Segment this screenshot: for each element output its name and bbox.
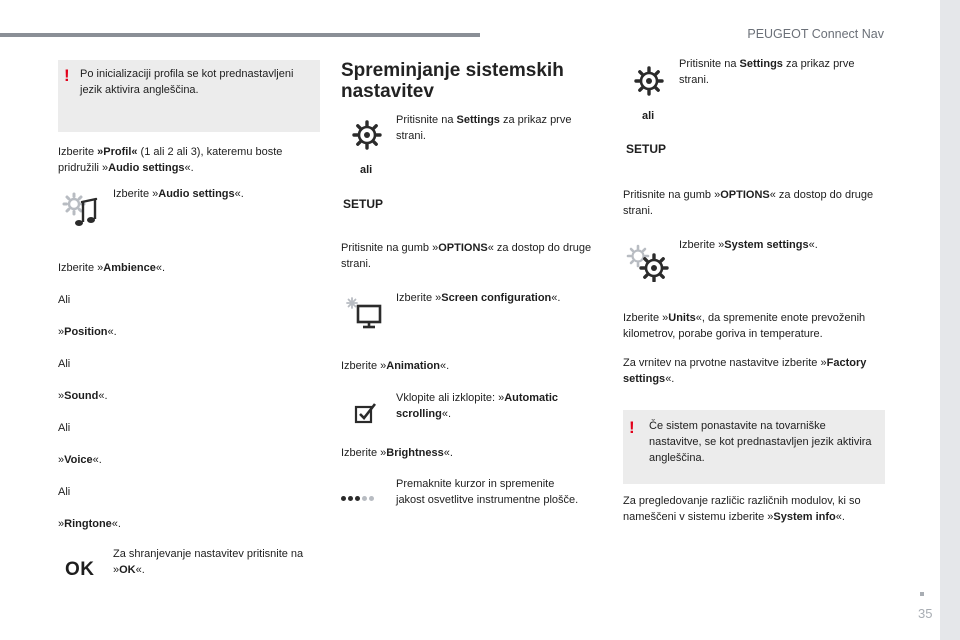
warning-text: Po inicializaciji profila se kot prednastavljeni jezik aktivira angleščina. xyxy=(80,68,294,96)
automatic-scrolling-text: Vklopite ali izklopite: »Automatic scrolling«. xyxy=(396,392,559,420)
brightness-text: Izberite »Brightness«. xyxy=(341,447,453,459)
section-title: Spreminjanje sistemskih nastavitev xyxy=(341,60,564,102)
ambience-text: Izberite »Ambience«. xyxy=(58,262,166,274)
warning-box xyxy=(623,410,885,484)
voice-text: »Voice«. xyxy=(58,454,102,466)
animation-text: Izberite »Animation«. xyxy=(341,360,450,372)
system-settings-icon xyxy=(626,244,672,282)
page-side-strip xyxy=(940,0,960,640)
ok-button-icon: OK xyxy=(65,559,95,580)
settings-gear-icon xyxy=(634,66,664,96)
screen-configuration-icon xyxy=(344,296,386,332)
checkbox-icon xyxy=(354,402,378,424)
warning-box xyxy=(58,60,320,132)
page-number: 35 xyxy=(918,606,933,621)
setup-button-label: SETUP xyxy=(343,197,384,211)
setup-button-label: SETUP xyxy=(626,142,667,156)
system-info-text: Za pregledovanje različic različnih modulov, ki so nameščeni v sistemu izberite »System info«. xyxy=(623,495,861,523)
brightness-dots-icon xyxy=(341,496,374,501)
ok-instruction: Za shranjevanje nastavitev pritisnite na »OK«. xyxy=(113,548,304,576)
or-label: ali xyxy=(360,164,373,176)
or-text: Ali xyxy=(58,358,71,370)
units-text: Izberite »Units«, da spremenite enote prevoženih kilometrov, porabe goriva in temperature. xyxy=(623,312,866,340)
warning-text: Če sistem ponastavite na tovarniške nastavitve, se kot prednastavljen jezik aktivira angleščina. xyxy=(649,420,872,464)
options-instruction: Pritisnite na gumb »OPTIONS« za dostop do druge strani. xyxy=(341,242,592,270)
screen-configuration-text: Izberite »Screen configuration«. xyxy=(396,292,561,304)
page-marker xyxy=(920,592,924,596)
position-text: »Position«. xyxy=(58,326,117,338)
options-instruction: Pritisnite na gumb »OPTIONS« za dostop do druge strani. xyxy=(623,189,874,217)
audio-settings-icon xyxy=(62,192,102,228)
settings-instruction: Pritisnite na Settings za prikaz prve strani. xyxy=(396,114,572,142)
warning-icon: ! xyxy=(629,418,635,437)
system-settings-text: Izberite »System settings«. xyxy=(679,239,818,251)
settings-instruction: Pritisnite na Settings za prikaz prve strani. xyxy=(679,58,855,86)
or-text: Ali xyxy=(58,294,71,306)
or-text: Ali xyxy=(58,486,71,498)
page-header-title: PEUGEOT Connect Nav xyxy=(747,27,884,41)
or-text: Ali xyxy=(58,422,71,434)
profile-instruction: Izberite »Profil« (1 ali 2 ali 3), kateremu boste pridružili »Audio settings«. xyxy=(58,146,283,174)
or-label: ali xyxy=(642,110,655,122)
audio-settings-text: Izberite »Audio settings«. xyxy=(113,188,244,200)
warning-icon: ! xyxy=(64,66,70,85)
factory-settings-text: Za vrnitev na prvotne nastavitve izberite »Factory settings«. xyxy=(623,357,867,385)
settings-gear-icon xyxy=(352,120,382,150)
sound-text: »Sound«. xyxy=(58,390,108,402)
header-rule xyxy=(0,33,480,37)
brightness-cursor-text: Premaknite kurzor in spremenite jakost osvetlitve instrumentne plošče. xyxy=(396,478,579,506)
ringtone-text: »Ringtone«. xyxy=(58,518,121,530)
